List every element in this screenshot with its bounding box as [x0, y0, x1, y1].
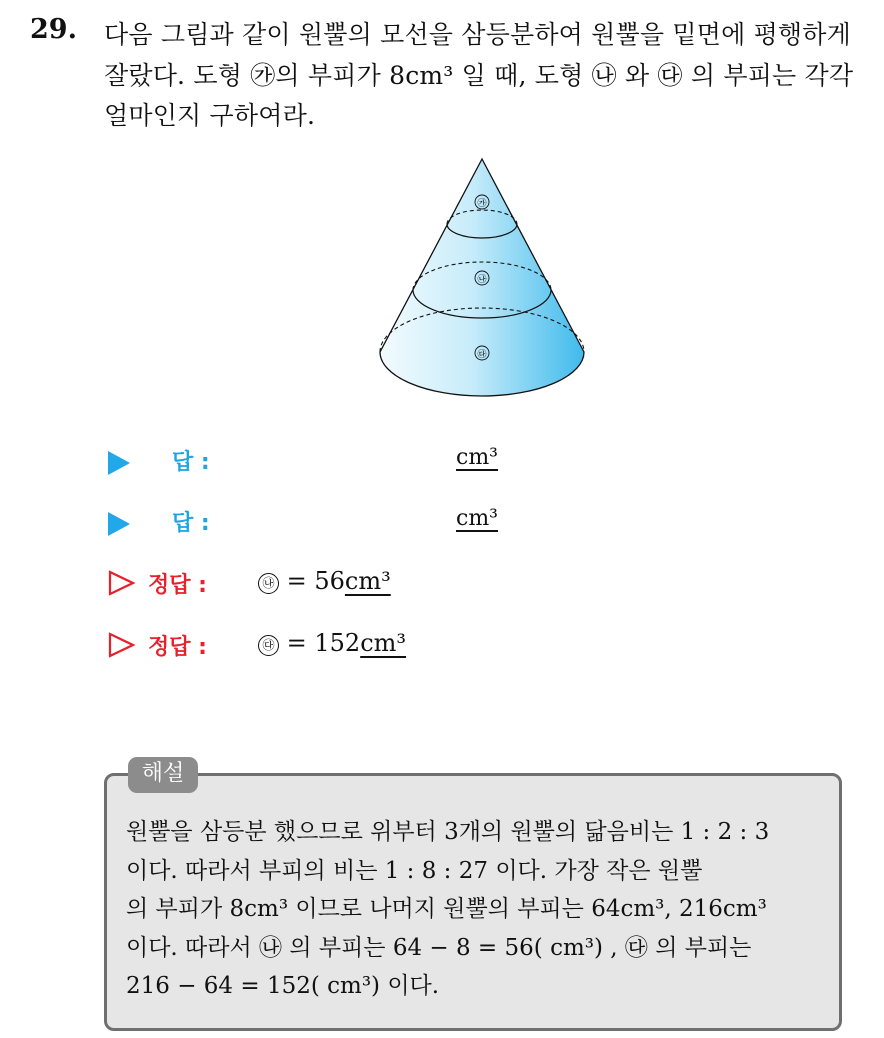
question-line-2 — [104, 56, 853, 92]
correct-eq: = 152 — [279, 629, 361, 657]
explanation-line-1: 원뿔을 삼등분 했으므로 위부터 3개의 원뿔의 닮음비는 1 : 2 : 3 — [126, 819, 770, 845]
correct-value — [258, 567, 391, 595]
question-number: 29. — [30, 14, 77, 45]
correct-eq: = 56 — [279, 567, 345, 595]
svg-text:㉯: ㉯ — [477, 275, 487, 285]
explanation-line-2: 이다. 따라서 부피의 비는 1 : 8 : 27 이다. 가장 작은 원뿔 — [126, 858, 703, 884]
explanation-title: 해설 — [128, 757, 198, 793]
play-triangle-icon — [108, 451, 130, 475]
answer-label: 답 : — [172, 511, 210, 536]
svg-text:㉰: ㉰ — [477, 350, 487, 360]
question-line-1: 다음 그림과 같이 원뿔의 모선을 삼등분하여 원뿔을 밑면에 평행하게 — [104, 20, 851, 49]
correct-unit: cm³ — [360, 629, 407, 657]
correct-value — [258, 629, 406, 657]
circled-symbol: ㉰ — [258, 635, 279, 656]
outline-triangle-icon — [108, 570, 136, 596]
answer-label: 답 : — [172, 450, 210, 475]
answer-unit[interactable]: cm³ — [456, 506, 499, 531]
play-triangle-icon — [108, 512, 130, 536]
outline-triangle-icon — [108, 632, 136, 658]
svg-text:㉮: ㉮ — [477, 199, 487, 209]
explanation-line-4: 이다. 따라서 ㉯ 의 부피는 64 − 8 = 56( cm³) , ㉰ 의 부피는 — [126, 935, 752, 961]
explanation-line-5: 216 − 64 = 152( cm³) 이다. — [126, 973, 440, 999]
correct-label: 정답 : — [148, 573, 207, 598]
correct-unit: cm³ — [344, 567, 391, 595]
correct-label: 정답 : — [148, 635, 207, 660]
circled-symbol: ㉯ — [258, 573, 279, 594]
question-line-2-text: 잘랐다. 도형 ㉮의 부피가 8cm³ 일 때, 도형 ㉯ 와 ㉰ 의 부피는 각각 — [104, 61, 854, 90]
answer-unit[interactable]: cm³ — [456, 445, 499, 470]
cone-figure — [370, 155, 590, 400]
question-line-3: 얼마인지 구하여라. — [104, 101, 316, 130]
explanation-line-3: 의 부피가 8cm³ 이므로 나머지 원뿔의 부피는 64cm³, 216cm³ — [126, 896, 767, 922]
